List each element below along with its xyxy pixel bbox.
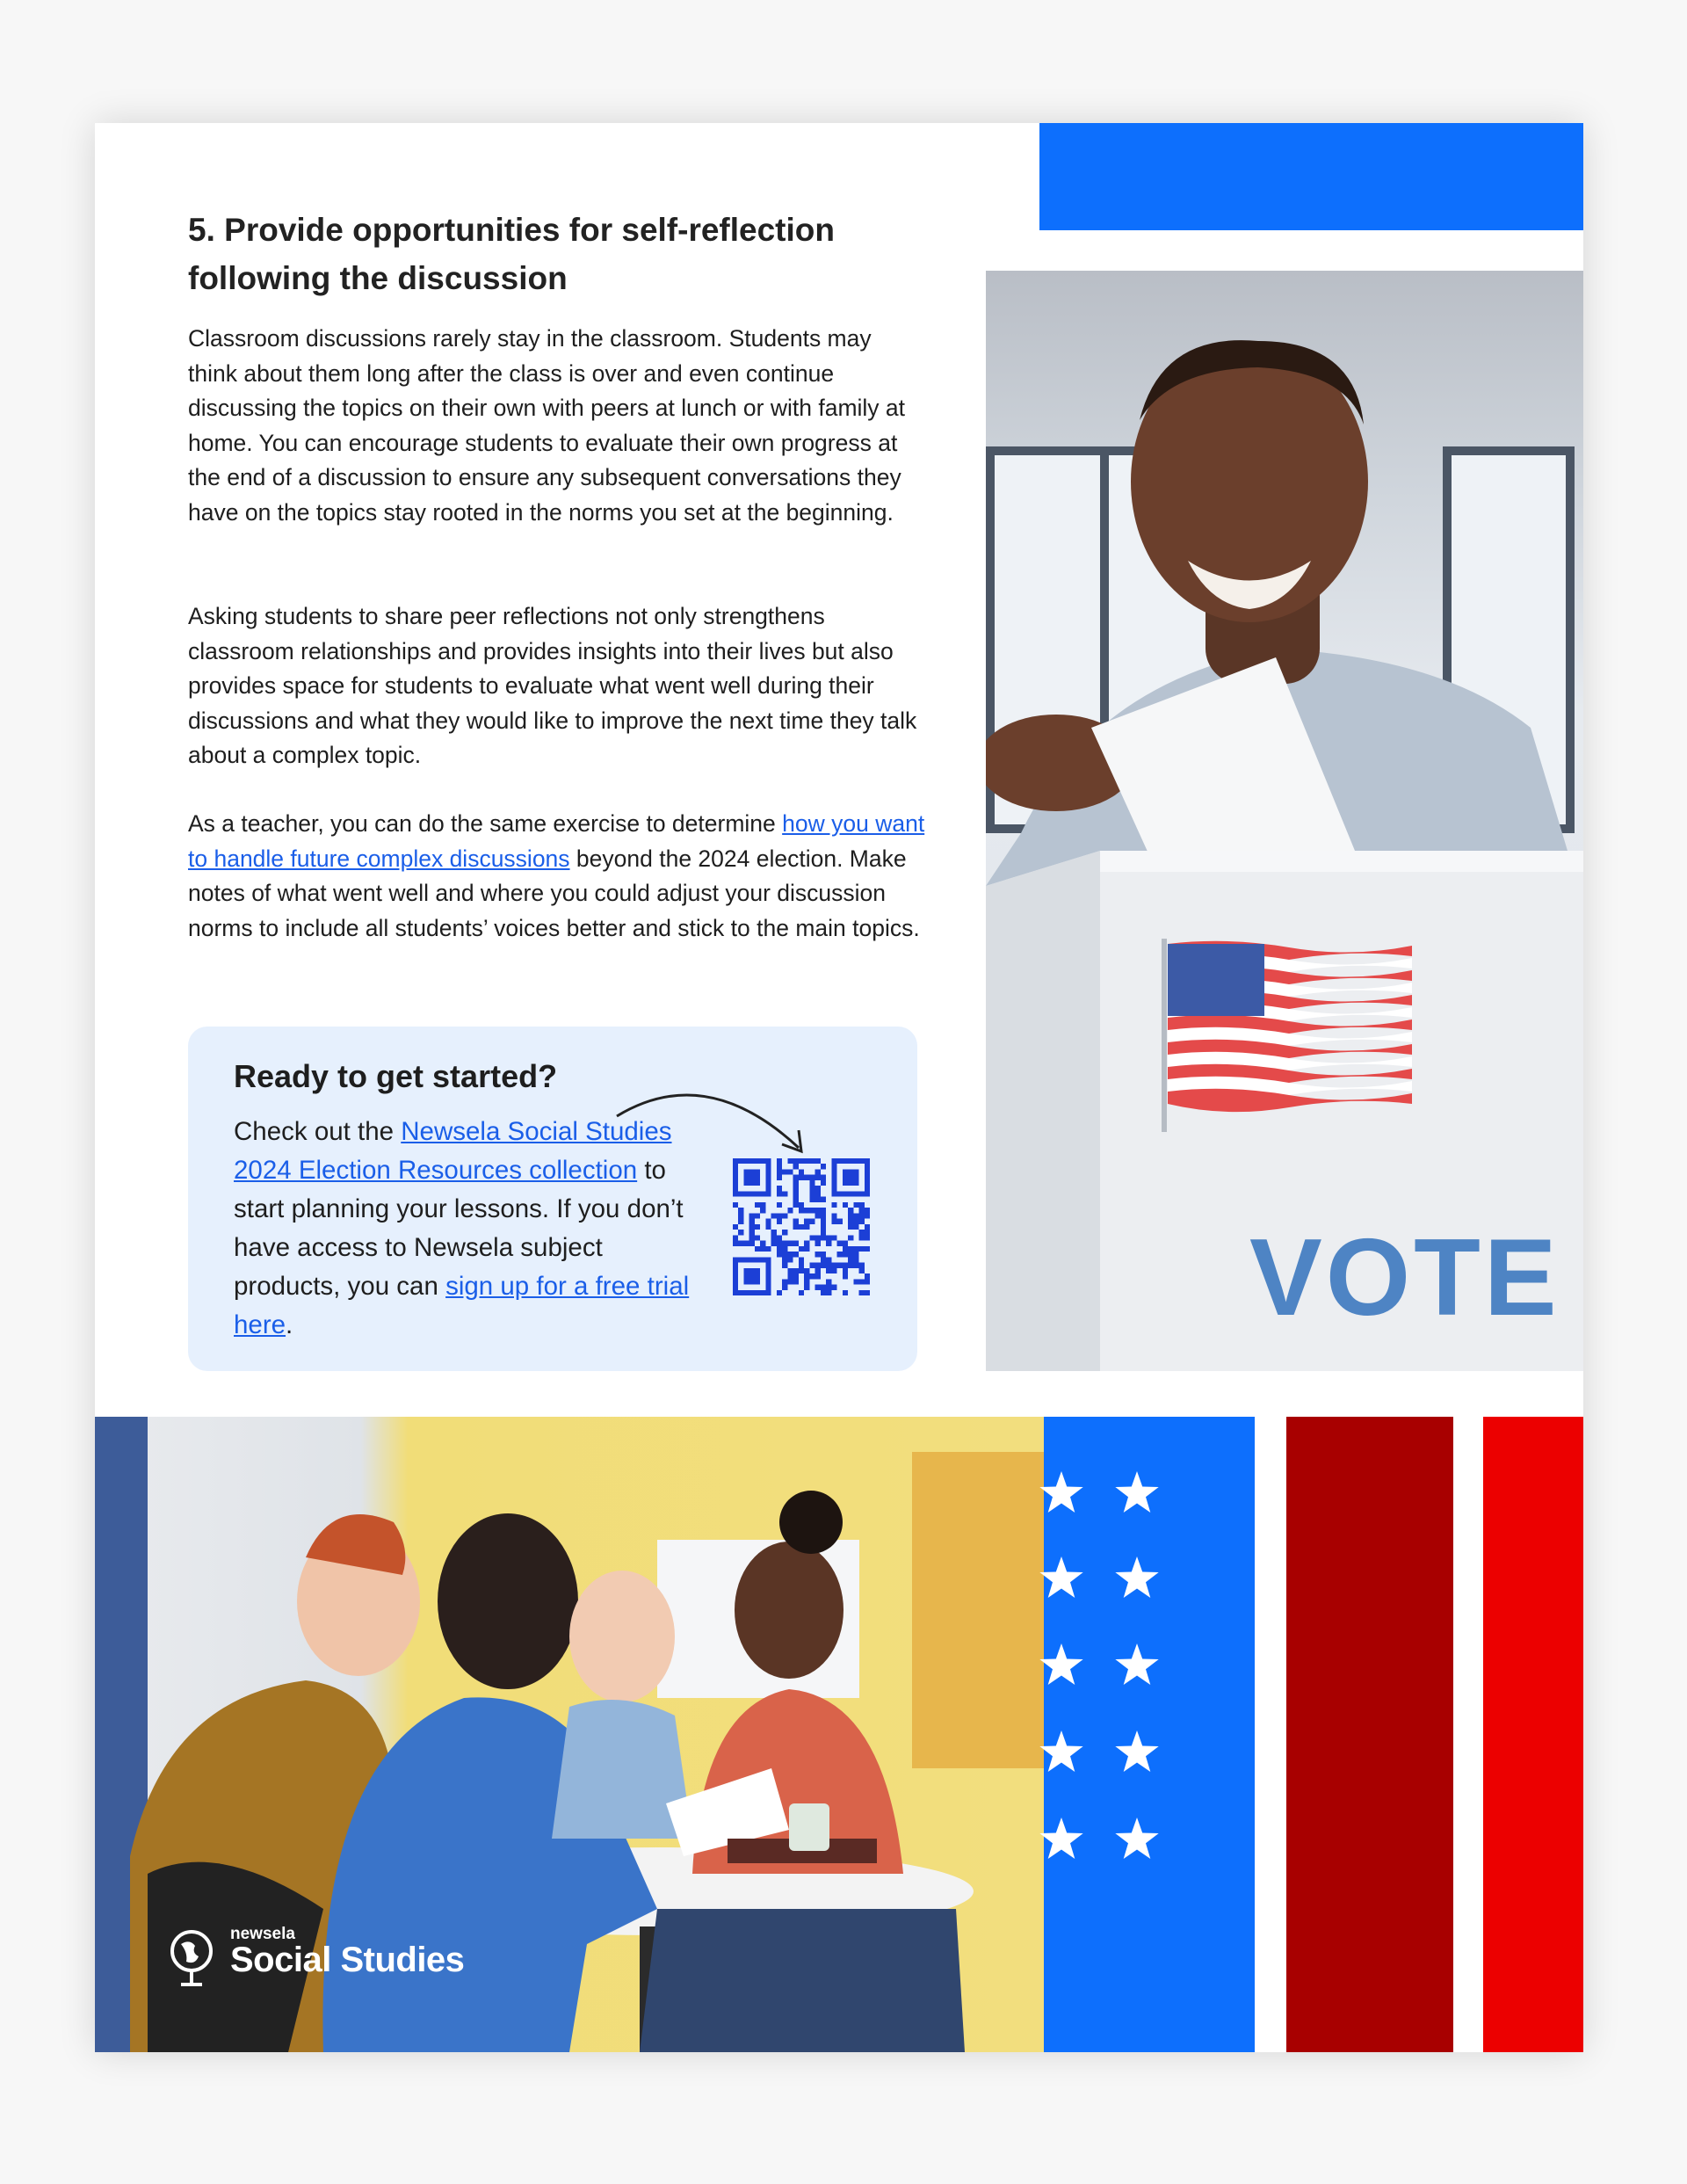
- star-icon: [1115, 1818, 1158, 1859]
- stars-field: [938, 1417, 1167, 2052]
- logo-wordmark-small: newsela: [230, 1925, 295, 1943]
- bottom-banner: [95, 1417, 1583, 2052]
- vote-label: VOTE: [1249, 1217, 1560, 1339]
- star-icon: [1039, 1818, 1082, 1859]
- paragraph-3-text-b: beyond the 2024 election. Make notes of what went well and where you could adjust your discussion norms to include all students’ voices better and stick to the main topics.: [188, 845, 920, 941]
- star-icon: [1115, 1471, 1158, 1513]
- paragraph-1: Classroom discussions rarely stay in the classroom. Students may think about them long after the class is over and even continue discussing the topics on their own with peers at lunch or with family at home. You can encourage students to evaluate their own progress at the end of a discussion to ensure any subsequent conversations they have on the topics stay rooted in the norms you set at the beginning.: [188, 325, 906, 526]
- students-photo: [95, 1417, 1044, 2052]
- star-icon: [1115, 1643, 1158, 1685]
- cta-text-b: to start planning your lessons. If you don’t have access to Newsela subject products, you can: [234, 1156, 684, 1301]
- paragraph-2: Asking students to share peer reflections not only strengthens classroom relationships and provides insights into their lives but also provides space for students to evaluate what went well during their discussions and what they would like to improve the next time they talk about a complex topic.: [188, 603, 917, 768]
- free-trial-link[interactable]: sign up for a free trial here: [234, 1272, 690, 1339]
- us-flag-icon: [1157, 939, 1421, 1132]
- qr-code-icon[interactable]: [733, 1158, 870, 1295]
- cta-title: Ready to get started?: [234, 1058, 558, 1094]
- globe-logo-icon: [165, 1926, 218, 1990]
- blue-accent-bar: [1039, 123, 1583, 230]
- red-stripe: [1483, 1417, 1583, 2052]
- cta-text-a: Check out the: [234, 1117, 402, 1146]
- paragraph-3-text-a: As a teacher, you can do the same exercise to determine: [188, 810, 783, 837]
- complex-discussions-link[interactable]: how you want to handle future complex discussions: [188, 810, 925, 872]
- dark-red-stripe: [1286, 1417, 1453, 2052]
- newsela-logo: [165, 1925, 499, 1995]
- star-icon: [1039, 1471, 1082, 1513]
- cta-box: [188, 1027, 917, 1371]
- document-page: [95, 123, 1583, 2052]
- section-heading: 5. Provide opportunities for self-reflection following the discussion: [188, 212, 835, 296]
- election-resources-link[interactable]: Newsela Social Studies 2024 Election Resources collection: [234, 1117, 672, 1185]
- voter-illustration: [986, 271, 1583, 1371]
- logo-wordmark: Social Studies: [230, 1941, 465, 1979]
- paragraph-3: [188, 807, 926, 946]
- star-icon: [1115, 1731, 1158, 1772]
- star-icon: [1039, 1643, 1082, 1685]
- star-icon: [1039, 1556, 1082, 1598]
- voting-photo: [986, 271, 1583, 1371]
- curved-arrow-icon: [610, 1070, 838, 1167]
- star-icon: [1039, 1731, 1082, 1772]
- cta-text-c: .: [286, 1310, 293, 1339]
- star-icon: [1115, 1556, 1158, 1598]
